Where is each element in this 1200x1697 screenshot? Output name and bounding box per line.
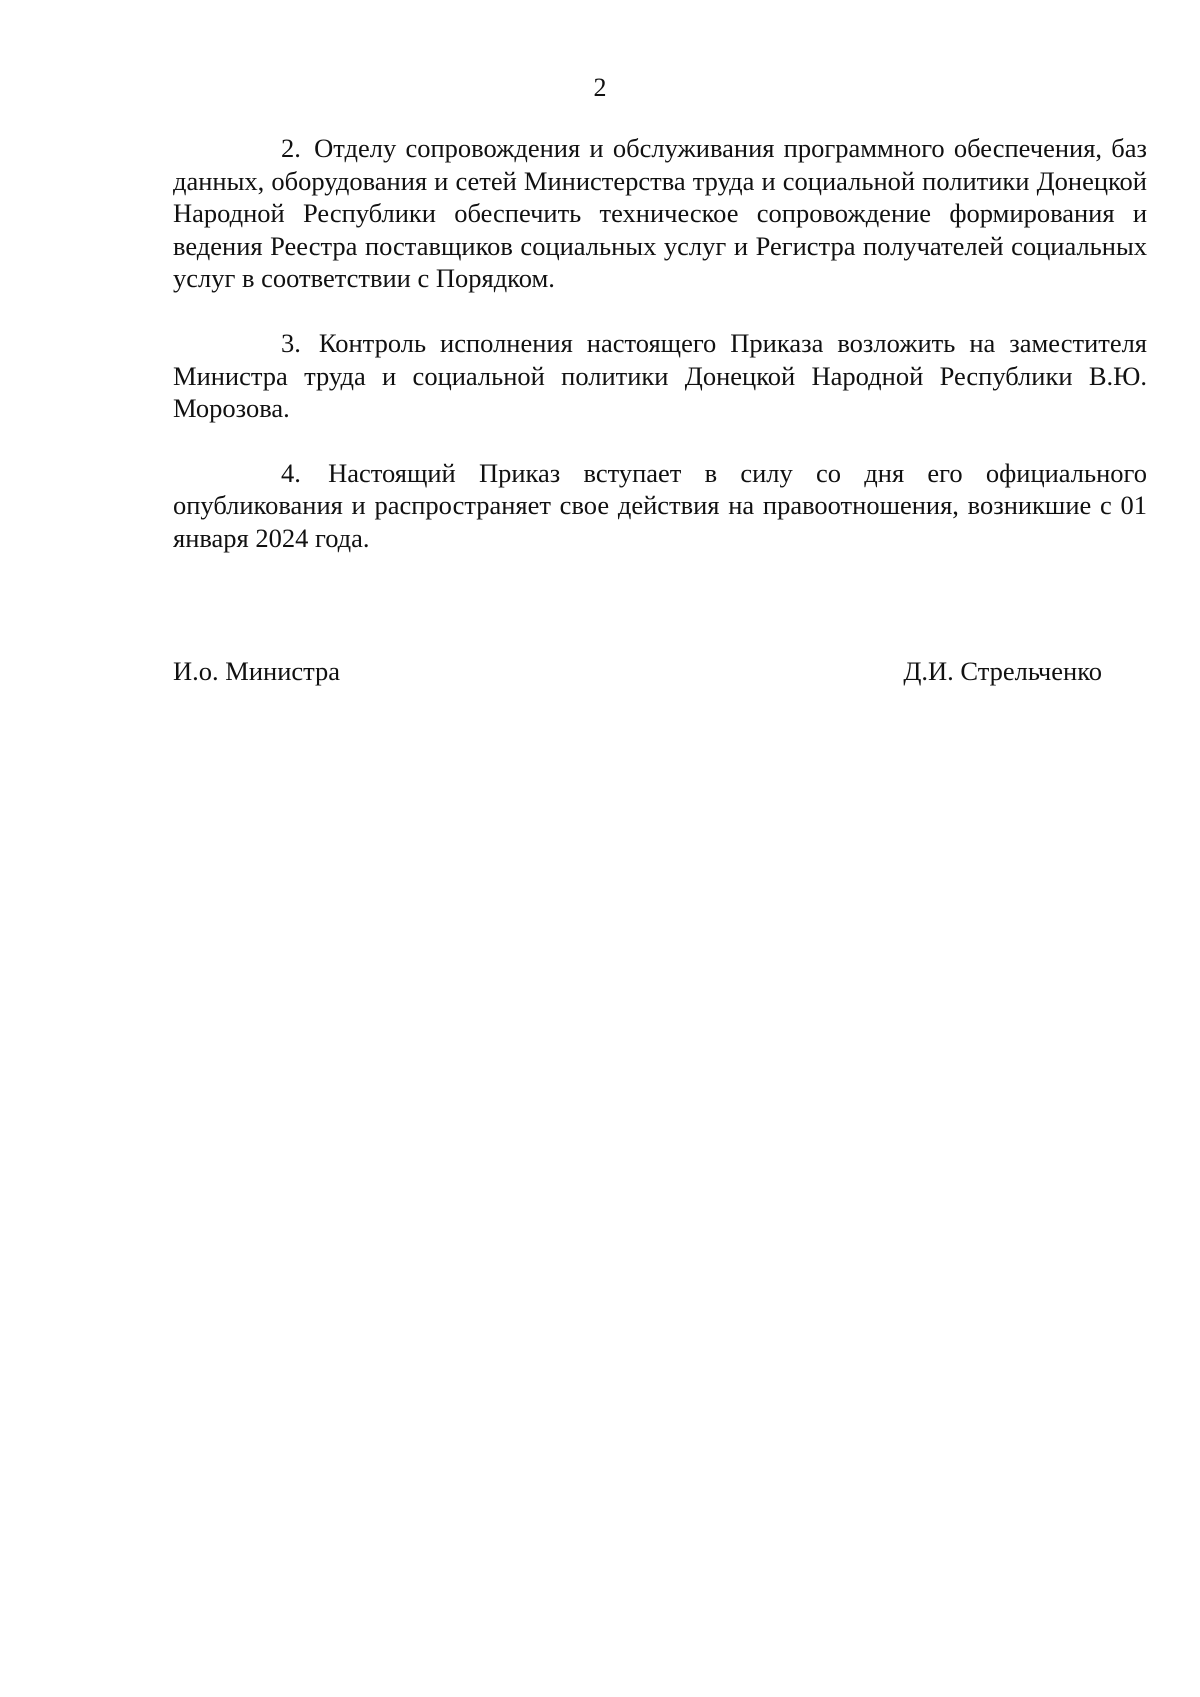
paragraph-text: Отделу сопровождения и обслуживания программного обеспечения, баз данных, оборудования и сетей Министерства труда и социальной политики Донецкой Народной Республики обеспечить техническое сопровождение формирования и ведения Реестра поставщиков социальных услуг и Регистра получателей социальных услуг в соответствии с Порядком. xyxy=(173,133,1148,294)
paragraph-number: 2. xyxy=(281,133,301,163)
paragraph-3 xyxy=(173,327,1147,425)
page-number: 2 xyxy=(593,73,607,102)
signatory-name: Д.И. Стрельченко xyxy=(903,656,1102,686)
signatory-position: И.о. Министра xyxy=(173,656,341,686)
document-body xyxy=(173,132,1147,555)
paragraph-text: Контроль исполнения настоящего Приказа возложить на заместителя Министра труда и социальной политики Донецкой Народной Республики В.Ю. Морозова. xyxy=(173,327,1148,424)
paragraph-text: Настоящий Приказ вступает в силу со дня его официального опубликования и распространяет свое действия на правоотношения, возникшие с 01 января 2024 года. xyxy=(173,457,1148,553)
paragraph-number: 3. xyxy=(281,327,301,358)
paragraph-2 xyxy=(173,132,1147,295)
signature-block xyxy=(173,655,1102,687)
paragraph-number: 4. xyxy=(281,457,301,488)
paragraph-4 xyxy=(173,457,1147,555)
